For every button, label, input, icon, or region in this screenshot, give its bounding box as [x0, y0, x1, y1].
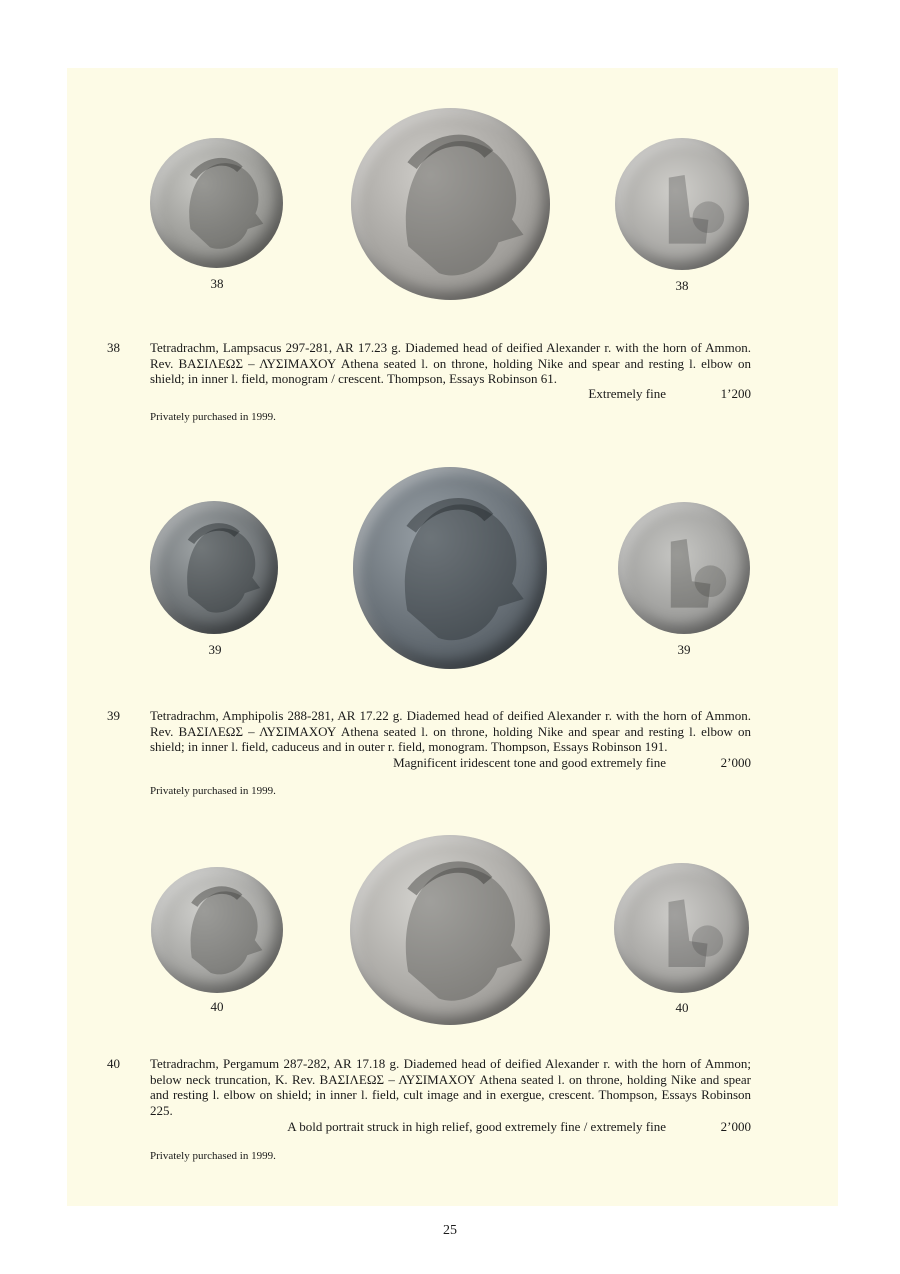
lot-description: Tetradrachm, Pergamum 287-282, AR 17.18 g. Diademed head of deified Alexander r. with the horn of Ammon; below neck truncation, K. Rev. ΒΑΣΙΛΕΩΣ – ΛΥΣΙΜΑΧΟΥ Athena seated l. on throne, holding Nike and spear and resting l. elbow on shield; in inner l. field, cult image and in exergue, crescent. Thompson, Essays Robinson 225.	[150, 1056, 751, 1118]
lot-price: 2’000	[720, 1119, 751, 1134]
obverse-coin-image	[353, 467, 547, 669]
lot-number: 38	[107, 340, 120, 355]
obverse-coin-image	[351, 108, 550, 300]
lot-description: Tetradrachm, Lampsacus 297-281, AR 17.23 g. Diademed head of deified Alexander r. with the horn of Ammon. Rev. ΒΑΣΙΛΕΩΣ – ΛΥΣΙΜΑΧΟΥ Athena seated l. on throne, holding Nike and spear and resting l. elbow on shield; in inner l. field, monogram / crescent. Thompson, Essays Robinson 61.	[150, 340, 751, 386]
page-number: 25	[443, 1223, 457, 1238]
lot-grade: Extremely fine	[588, 386, 666, 401]
obverse-coin-label: 38	[210, 276, 224, 291]
reverse-coin-image	[614, 863, 749, 993]
catalog-panel	[67, 68, 838, 1206]
reverse-coin-image	[618, 502, 750, 634]
lot-provenance: Privately purchased in 1999.	[150, 785, 276, 797]
reverse-coin-image	[615, 138, 749, 270]
obverse-enlarged-coin-image	[150, 138, 283, 268]
lot-grade-line	[393, 755, 751, 771]
obverse-enlarged-coin-image	[151, 867, 283, 993]
obverse-enlarged-coin-image	[150, 501, 278, 634]
lot-provenance: Privately purchased in 1999.	[150, 1150, 276, 1162]
lot-grade: A bold portrait struck in high relief, good extremely fine / extremely fine	[287, 1119, 666, 1134]
lot-price: 2’000	[720, 755, 751, 770]
lot-number: 40	[107, 1056, 120, 1071]
reverse-coin-label: 39	[677, 642, 691, 657]
obverse-coin-image	[350, 835, 550, 1025]
lot-price: 1’200	[720, 386, 751, 401]
lot-provenance: Privately purchased in 1999.	[150, 411, 276, 423]
lot-number: 39	[107, 708, 120, 723]
reverse-coin-label: 40	[675, 1000, 689, 1015]
lot-grade-line	[588, 386, 751, 402]
obverse-coin-label: 39	[208, 642, 222, 657]
lot-grade-line	[287, 1119, 751, 1135]
lot-grade: Magnificent iridescent tone and good extremely fine	[393, 755, 666, 770]
obverse-coin-label: 40	[210, 999, 224, 1014]
lot-description: Tetradrachm, Amphipolis 288-281, AR 17.22 g. Diademed head of deified Alexander r. with the horn of Ammon. Rev. ΒΑΣΙΛΕΩΣ – ΛΥΣΙΜΑΧΟΥ Athena seated l. on throne, holding Nike and spear and resting l. elbow on shield; in inner l. field, caduceus and in outer r. field, monogram. Thompson, Essays Robinson 191.	[150, 708, 751, 754]
reverse-coin-label: 38	[675, 278, 689, 293]
